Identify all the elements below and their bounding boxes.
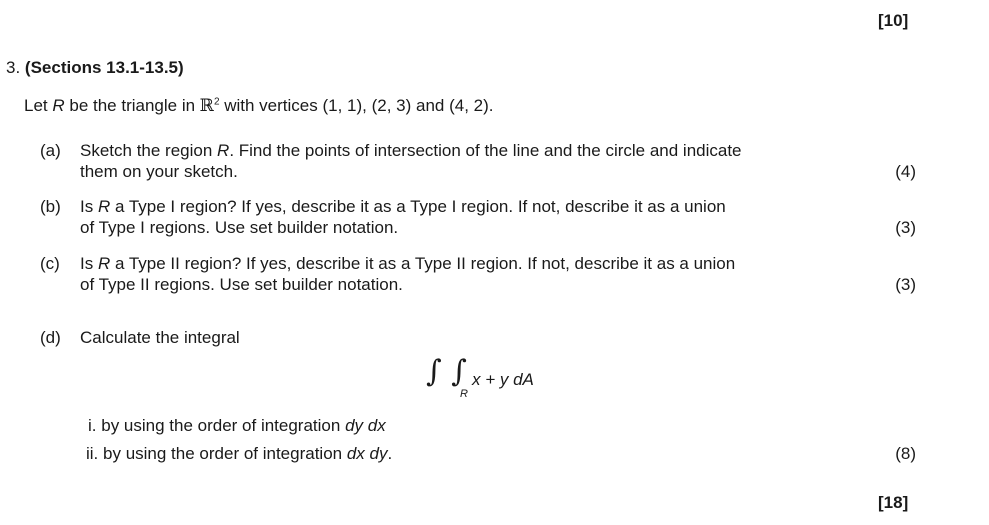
part-points: (4) (895, 162, 916, 181)
bottom-marks: [18] (878, 493, 909, 512)
subpart-label: ii. (86, 444, 99, 463)
part-text (80, 253, 916, 295)
part-text (80, 140, 916, 182)
subpart-text: by using the order of integration (101, 416, 346, 435)
integration-order: dy dx (345, 416, 386, 435)
part-points: (3) (895, 275, 916, 294)
region-symbol: R (217, 141, 230, 160)
part-text-segment: Is (80, 197, 98, 216)
part-text-segment: . Find the points of intersection of the line and the circle and indicate (229, 141, 742, 160)
integral-expression (426, 353, 626, 400)
part-label: (b) (40, 197, 61, 216)
region-symbol: R (97, 197, 111, 216)
integral-region-subscript: R (460, 388, 468, 400)
part-label: (c) (40, 254, 60, 273)
integration-order: dx dy (346, 444, 388, 463)
subpart-text: by using the order of integration (103, 444, 347, 463)
top-marks: [10] (878, 11, 909, 30)
part-text-segment: a Type I region? If yes, describe it as a Type I region. If not, describe it as a union (110, 197, 726, 216)
subpart-label: i. (88, 416, 97, 435)
part-points: (3) (895, 218, 916, 237)
part-c (40, 253, 916, 295)
subpart-ii (86, 443, 392, 464)
part-text-segment: Is (80, 254, 98, 273)
part-label: (d) (40, 328, 61, 347)
part-text-segment: Sketch the region (80, 141, 218, 160)
part-b (40, 196, 916, 238)
intro-text: with vertices (1, 1), (2, 3) and (4, 2). (219, 96, 494, 115)
intro-region: R (52, 96, 65, 115)
part-text (80, 196, 916, 238)
part-text-segment: of Type II regions. Use set builder notation. (80, 275, 403, 294)
part-text-segment: them on your sketch. (80, 162, 238, 181)
question-sections: (Sections 13.1-13.5) (24, 58, 184, 77)
intro-exponent: 2 (213, 96, 220, 108)
question-intro (24, 96, 493, 116)
intro-real-field: ℝ (199, 96, 214, 116)
question-heading (6, 58, 184, 78)
intro-text: be the triangle in (64, 96, 200, 115)
part-text: Calculate the integral (80, 328, 240, 347)
double-integral-sign: ∫ ∫ (426, 354, 467, 389)
subpart-i (88, 415, 386, 436)
part-d (40, 327, 916, 467)
part-label: (a) (40, 141, 61, 160)
part-text-segment: a Type II region? If yes, describe it as a Type II region. If not, describe it as a union (110, 254, 736, 273)
part-points: (8) (895, 444, 916, 463)
part-text-segment: of Type I regions. Use set builder notation. (80, 218, 399, 237)
region-symbol: R (97, 254, 111, 273)
integrand: x + y dA (472, 370, 534, 389)
question-number: 3. (6, 58, 21, 77)
subpart-text: . (387, 444, 393, 463)
intro-text: Let (24, 96, 53, 115)
part-a (40, 140, 916, 182)
